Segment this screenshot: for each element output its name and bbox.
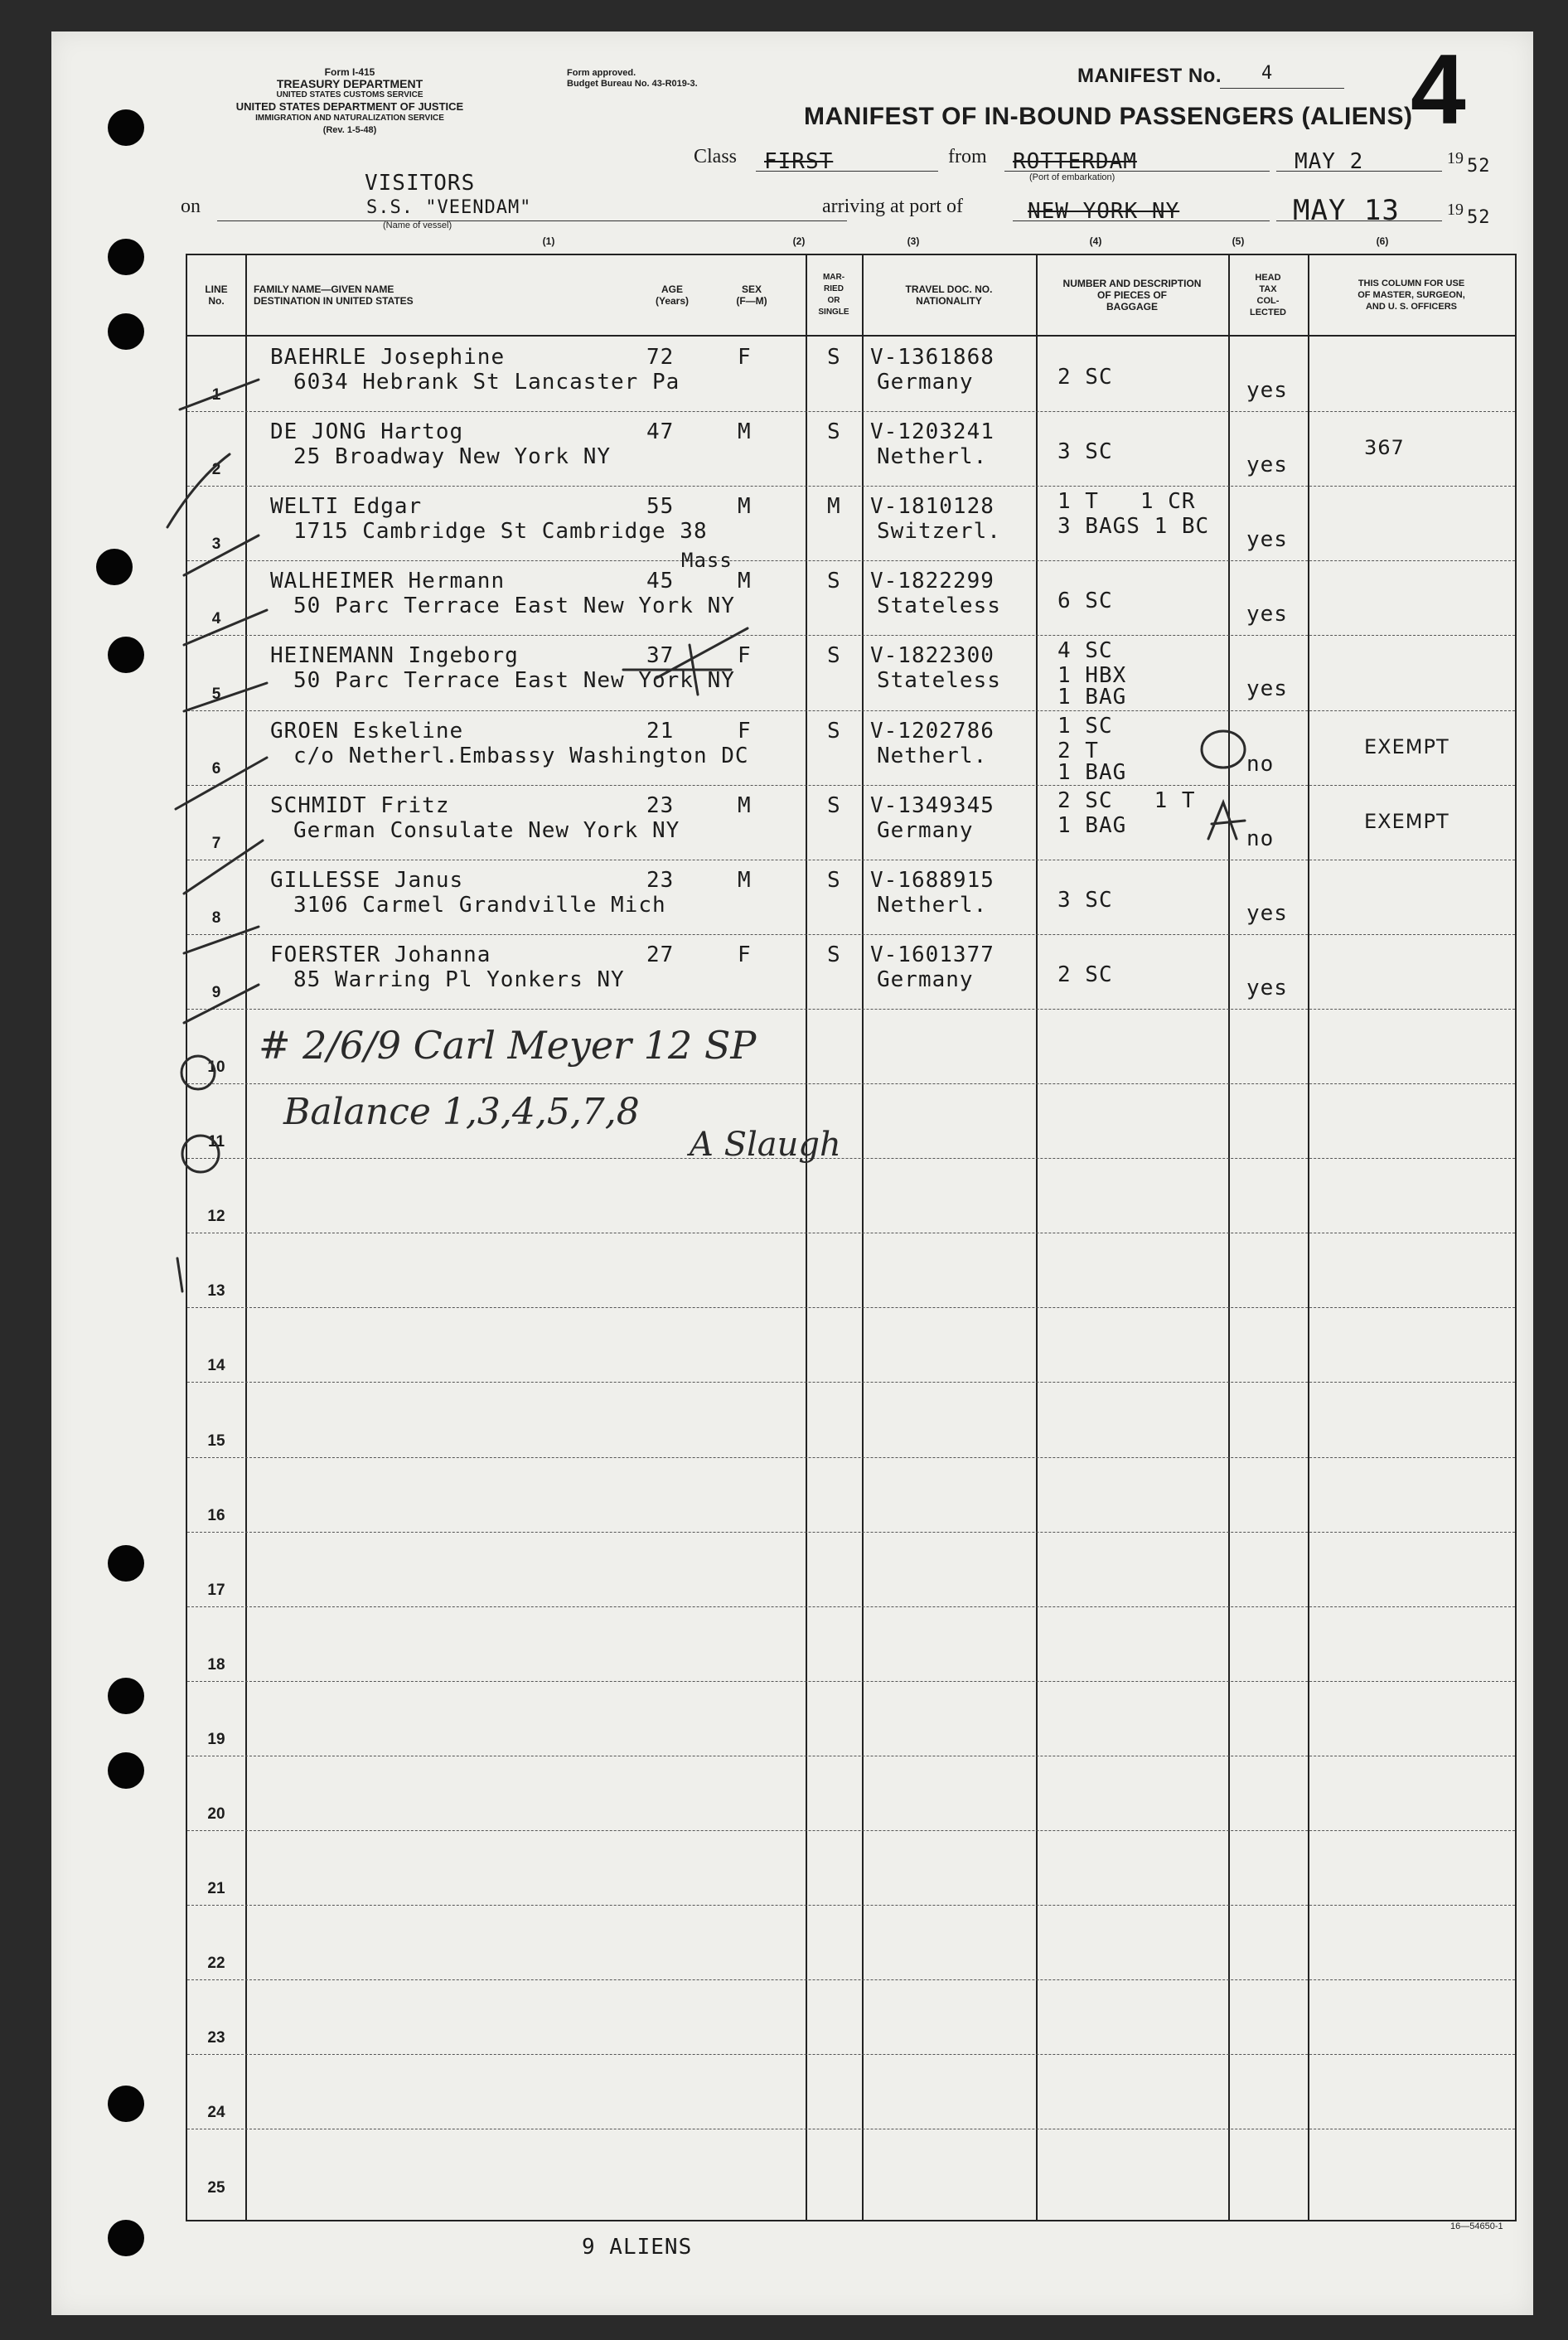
customs-label: UNITED STATES CUSTOMS SERVICE — [276, 90, 423, 99]
manifest-no-small: 4 — [1261, 63, 1273, 84]
passenger-sex: F — [738, 718, 752, 744]
line-number: 9 — [211, 983, 221, 1001]
port-embarkation-caption: (Port of embarkation) — [1029, 172, 1116, 182]
travel-doc-number: V-1349345 — [870, 792, 995, 818]
line-number: 3 — [211, 535, 221, 554]
passenger-sex: F — [738, 643, 752, 669]
head-tax-status: no — [1246, 826, 1275, 851]
line-number: 2 — [211, 461, 221, 479]
baggage-line-2: 1 HBX — [1057, 663, 1127, 689]
passenger-sex: M — [738, 792, 752, 818]
passenger-age: 37 — [646, 643, 675, 669]
column-number: (6) — [1376, 235, 1389, 247]
passenger-sex: M — [738, 867, 752, 893]
line-number: 10 — [207, 1059, 225, 1076]
passenger-name: DE JONG Hartog — [270, 419, 464, 445]
nationality: Germany — [877, 370, 974, 395]
passenger-marital: S — [827, 792, 841, 818]
header-age: AGE (Years) — [655, 283, 690, 307]
year-suffix-2: 52 — [1467, 207, 1491, 228]
passenger-age: 23 — [646, 867, 675, 893]
passenger-destination: 25 Broadway New York NY — [293, 444, 612, 470]
vessel-name: S.S. "VEENDAM" — [366, 197, 532, 218]
header-head-tax: HEAD TAX COL- LECTED — [1250, 273, 1286, 317]
column-number: (2) — [792, 235, 806, 247]
line-number: 14 — [207, 1357, 225, 1375]
year-prefix-2: 19 — [1447, 201, 1464, 219]
passenger-name: SCHMIDT Fritz — [270, 792, 450, 818]
line-number: 6 — [211, 759, 221, 778]
travel-doc-number: V-1202786 — [870, 718, 995, 744]
handwritten-signature: A Slaugh — [690, 1126, 841, 1164]
head-tax-status: yes — [1246, 602, 1288, 627]
header-officers: THIS COLUMN FOR USE OF MASTER, SURGEON, AND U. S. OFFICERS — [1357, 279, 1465, 312]
head-tax-status: yes — [1246, 676, 1288, 702]
handwritten-balance-note: Balance 1,3,4,5,7,8 — [283, 1091, 640, 1133]
passenger-name: FOERSTER Johanna — [270, 942, 491, 967]
passenger-destination: German Consulate New York NY — [293, 817, 680, 843]
passenger-destination: 6034 Hebrank St Lancaster Pa — [293, 370, 680, 395]
line-number: 15 — [207, 1432, 225, 1450]
passenger-age: 45 — [646, 569, 675, 594]
baggage-line-2: 1 BAG — [1057, 812, 1127, 838]
column-number: (3) — [907, 235, 920, 247]
arriving-label: arriving at port of — [822, 196, 963, 217]
passenger-age: 23 — [646, 792, 675, 818]
nationality: Switzerl. — [877, 519, 1001, 545]
passenger-age: 21 — [646, 718, 675, 744]
passenger-name: HEINEMANN Ingeborg — [270, 643, 519, 669]
line-number: 20 — [207, 1805, 225, 1823]
passenger-marital: S — [827, 942, 841, 967]
header-travel-doc: TRAVEL DOC. NO. NATIONALITY — [905, 283, 993, 307]
baggage-line-2: 3 SC — [1057, 439, 1113, 465]
passenger-sex: F — [738, 345, 752, 370]
head-tax-status: yes — [1246, 900, 1288, 926]
line-number: 11 — [207, 1133, 225, 1151]
baggage-line-1: 4 SC — [1057, 638, 1113, 664]
nationality: Netherl. — [877, 743, 988, 768]
travel-doc-number: V-1361868 — [870, 345, 995, 370]
form-code: 16—54650-1 — [1450, 2221, 1503, 2231]
manifest-no-label: MANIFEST No. — [1077, 65, 1222, 87]
line-number: 19 — [207, 1730, 225, 1748]
passenger-sex: M — [738, 569, 752, 594]
year-prefix-1: 19 — [1447, 149, 1464, 167]
line-number: 4 — [211, 610, 221, 628]
manifest-page — [51, 31, 1533, 2315]
column-number: (5) — [1232, 235, 1245, 247]
passenger-destination: 85 Warring Pl Yonkers NY — [293, 967, 625, 992]
baggage-line-2: 3 BAGS 1 BC — [1057, 514, 1210, 540]
passenger-destination: 3106 Carmel Grandville Mich — [293, 892, 666, 918]
line-number: 23 — [207, 2029, 225, 2047]
justice-label: UNITED STATES DEPARTMENT OF JUSTICE — [235, 100, 464, 113]
baggage-line-2: 2 SC — [1057, 365, 1113, 390]
baggage-line-2: 3 SC — [1057, 887, 1113, 913]
from-value: ROTTERDAM — [1013, 149, 1137, 174]
passenger-marital: S — [827, 569, 841, 594]
head-tax-status: yes — [1246, 527, 1288, 553]
form-number: Form I-415 — [324, 66, 375, 78]
passenger-destination: 50 Parc Terrace East New York NY — [293, 593, 735, 619]
passenger-marital: S — [827, 643, 841, 669]
passenger-marital: S — [827, 419, 841, 445]
travel-doc-number: V-1688915 — [870, 867, 995, 893]
line-number: 18 — [207, 1655, 225, 1674]
nationality: Stateless — [877, 668, 1001, 694]
baggage-line-2: 2 SC — [1057, 962, 1113, 987]
column-number: (1) — [542, 235, 555, 247]
line-number: 16 — [207, 1506, 225, 1524]
nationality: Germany — [877, 967, 974, 992]
passenger-marital: S — [827, 345, 841, 370]
line-number: 17 — [207, 1581, 225, 1599]
line-number: 5 — [211, 685, 221, 703]
head-tax-status: yes — [1246, 453, 1288, 478]
passenger-age: 55 — [646, 494, 675, 520]
line-number: 22 — [207, 1955, 225, 1973]
passenger-age: 27 — [646, 942, 675, 967]
year-suffix-1: 52 — [1467, 156, 1491, 177]
travel-doc-number: V-1822299 — [870, 569, 995, 594]
baggage-line-1: 2 SC 1 T — [1057, 787, 1196, 813]
passenger-destination: 50 Parc Terrace East New York NY — [293, 668, 735, 694]
passenger-name: BAEHRLE Josephine — [270, 345, 506, 370]
line-number: 7 — [211, 834, 221, 852]
officer-note: EXEMPT — [1364, 734, 1449, 758]
travel-doc-number: V-1810128 — [870, 494, 995, 520]
arrival-port: NEW YORK NY — [1028, 199, 1180, 224]
header-line-no: LINE No. — [205, 283, 228, 307]
header-sex: SEX (F—M) — [736, 283, 767, 307]
passenger-age: 72 — [646, 345, 675, 370]
ins-label: IMMIGRATION AND NATURALIZATION SERVICE — [255, 114, 444, 123]
baggage-line-2: 6 SC — [1057, 589, 1113, 614]
treasury-label: TREASURY DEPARTMENT — [276, 77, 423, 90]
budget-bureau-label: Budget Bureau No. 43-R019-3. — [567, 79, 698, 89]
handwritten-note-line10: # 2/6/9 Carl Meyer 12 SP — [259, 1023, 757, 1068]
passenger-destination: c/o Netherl.Embassy Washington DC — [293, 743, 749, 768]
on-label: on — [181, 196, 201, 217]
passenger-name: WELTI Edgar — [270, 494, 423, 520]
passenger-name: GILLESSE Janus — [270, 867, 464, 893]
passenger-age: 47 — [646, 419, 675, 445]
baggage-line-3: 1 BAG — [1057, 759, 1127, 785]
baggage-line-2: 2 T — [1057, 738, 1099, 763]
arrival-date: MAY 13 — [1293, 194, 1400, 227]
travel-doc-number: V-1822300 — [870, 643, 995, 669]
manifest-title: MANIFEST OF IN-BOUND PASSENGERS (ALIENS) — [804, 103, 1413, 130]
baggage-line-1: 1 SC — [1057, 713, 1113, 739]
nationality: Germany — [877, 817, 974, 843]
line-number: 1 — [211, 386, 221, 405]
class-value: FIRST — [764, 149, 834, 174]
officer-note: 367 — [1364, 436, 1405, 460]
manifest-number-large: 4 — [1411, 34, 1466, 145]
line-number: 8 — [211, 908, 221, 927]
line-number: 25 — [207, 2178, 225, 2197]
aliens-total: 9 ALIENS — [582, 2235, 693, 2260]
vessel-caption: (Name of vessel) — [383, 220, 452, 230]
passenger-marital: S — [827, 718, 841, 744]
travel-doc-number: V-1601377 — [870, 942, 995, 967]
line-number: 24 — [207, 2104, 225, 2122]
line-number: 21 — [207, 1880, 225, 1898]
visitors-label: VISITORS — [365, 171, 476, 196]
line-number: 12 — [207, 1208, 225, 1226]
handwritten-check-marks — [51, 31, 1533, 2315]
header-name: FAMILY NAME—GIVEN NAME DESTINATION IN UNITED STATES — [254, 283, 414, 307]
line-number: 13 — [207, 1282, 225, 1301]
baggage-line-3: 1 BAG — [1057, 685, 1127, 710]
passenger-marital: S — [827, 867, 841, 893]
passenger-sex: M — [738, 419, 752, 445]
nationality: Netherl. — [877, 892, 988, 918]
passenger-marital: M — [827, 494, 841, 520]
mass-annotation: Mass — [681, 549, 733, 572]
baggage-line-1: 1 T 1 CR — [1057, 489, 1196, 515]
officer-note: EXEMPT — [1364, 809, 1449, 833]
header-married: MAR- RIED OR SINGLE — [818, 273, 849, 317]
header-baggage: NUMBER AND DESCRIPTION OF PIECES OF BAGGAGE — [1062, 278, 1202, 312]
passenger-sex: F — [738, 942, 752, 967]
travel-doc-number: V-1203241 — [870, 419, 995, 445]
head-tax-status: yes — [1246, 975, 1288, 1000]
from-label: from — [948, 146, 987, 167]
passenger-name: GROEN Eskeline — [270, 718, 464, 744]
passenger-sex: M — [738, 494, 752, 520]
head-tax-status: no — [1246, 751, 1275, 777]
class-label: Class — [694, 146, 738, 167]
form-approved-label: Form approved. — [567, 68, 636, 78]
passenger-destination: 1715 Cambridge St Cambridge 38 — [293, 519, 708, 545]
nationality: Netherl. — [877, 444, 988, 470]
head-tax-status: yes — [1246, 378, 1288, 403]
revision-label: (Rev. 1-5-48) — [322, 125, 377, 135]
nationality: Stateless — [877, 593, 1001, 619]
departure-date: MAY 2 — [1295, 149, 1364, 174]
column-number: (4) — [1089, 235, 1102, 247]
passenger-name: WALHEIMER Hermann — [270, 569, 506, 594]
